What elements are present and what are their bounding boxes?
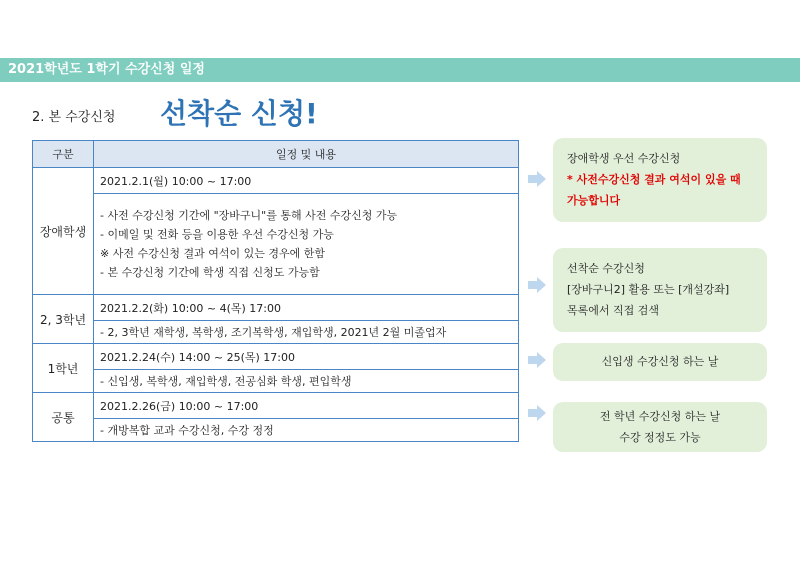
note-line: [장바구니2] 활용 또는 [개설강좌]: [567, 283, 730, 296]
right-arrow-icon: [528, 171, 546, 187]
note-disabled-students: [553, 138, 767, 222]
right-arrow-icon: [528, 405, 546, 421]
table-row: [33, 344, 519, 370]
description-line: - 이메일 및 전화 등을 이용한 우선 수강신청 가능: [100, 228, 334, 241]
table-row: [33, 321, 519, 344]
table-row: [33, 295, 519, 321]
schedule-table: [32, 140, 519, 442]
row-category: 공통: [33, 393, 94, 442]
description-line: - 사전 수강신청 기간에 "장바구니"를 통해 사전 수강신청 가능: [100, 209, 398, 222]
row-category: 1학년: [33, 344, 94, 393]
section-label: 2. 본 수강신청: [32, 110, 116, 125]
row-description: - 개방복합 교과 수강신청, 수강 정정: [94, 419, 519, 442]
note-line: 신입생 수강신청 하는 날: [601, 355, 719, 368]
header-schedule: 일정 및 내용: [94, 141, 519, 168]
row-description: - 신입생, 복학생, 재입학생, 전공심화 학생, 편입학생: [94, 370, 519, 393]
note-first-come: [553, 248, 767, 332]
row-date: 2021.2.24(수) 14:00 ~ 25(목) 17:00: [94, 344, 519, 370]
description-line: ※ 사전 수강신청 결과 여석이 있는 경우에 한함: [100, 247, 325, 260]
table-row: [33, 194, 519, 295]
table-row: [33, 419, 519, 442]
table-row: [33, 168, 519, 194]
note-freshman: [553, 343, 767, 381]
right-arrow-icon: [528, 277, 546, 293]
section-headline: 선착순 신청!: [160, 97, 318, 130]
note-warning-line: * 사전수강신청 결과 여석이 있을 때: [567, 173, 741, 186]
page-header-title: 2021학년도 1학기 수강신청 일정: [8, 62, 205, 77]
note-line: 목록에서 직접 검색: [567, 304, 660, 317]
note-line: 수강 정정도 가능: [619, 431, 701, 444]
note-line: 장애학생 우선 수강신청: [567, 152, 681, 165]
table-header-row: [33, 141, 519, 168]
note-line: 선착순 수강신청: [567, 262, 645, 275]
row-category: 장애학생: [33, 168, 94, 295]
page-header-bar: [0, 58, 800, 82]
row-description: - 2, 3학년 재학생, 복학생, 조기복학생, 재입학생, 2021년 2월 미졸업자: [94, 321, 519, 344]
note-line: 전 학년 수강신청 하는 날: [599, 410, 721, 423]
table-row: [33, 370, 519, 393]
table-row: [33, 393, 519, 419]
row-date: 2021.2.1(월) 10:00 ~ 17:00: [94, 168, 519, 194]
row-description: [94, 194, 519, 295]
row-category: 2, 3학년: [33, 295, 94, 344]
description-line: - 본 수강신청 기간에 학생 직접 신청도 가능함: [100, 266, 320, 279]
note-common: [553, 402, 767, 452]
row-date: 2021.2.26(금) 10:00 ~ 17:00: [94, 393, 519, 419]
row-date: 2021.2.2(화) 10:00 ~ 4(목) 17:00: [94, 295, 519, 321]
note-warning-line: 가능합니다: [567, 194, 621, 207]
right-arrow-icon: [528, 352, 546, 368]
header-category: 구분: [33, 141, 94, 168]
